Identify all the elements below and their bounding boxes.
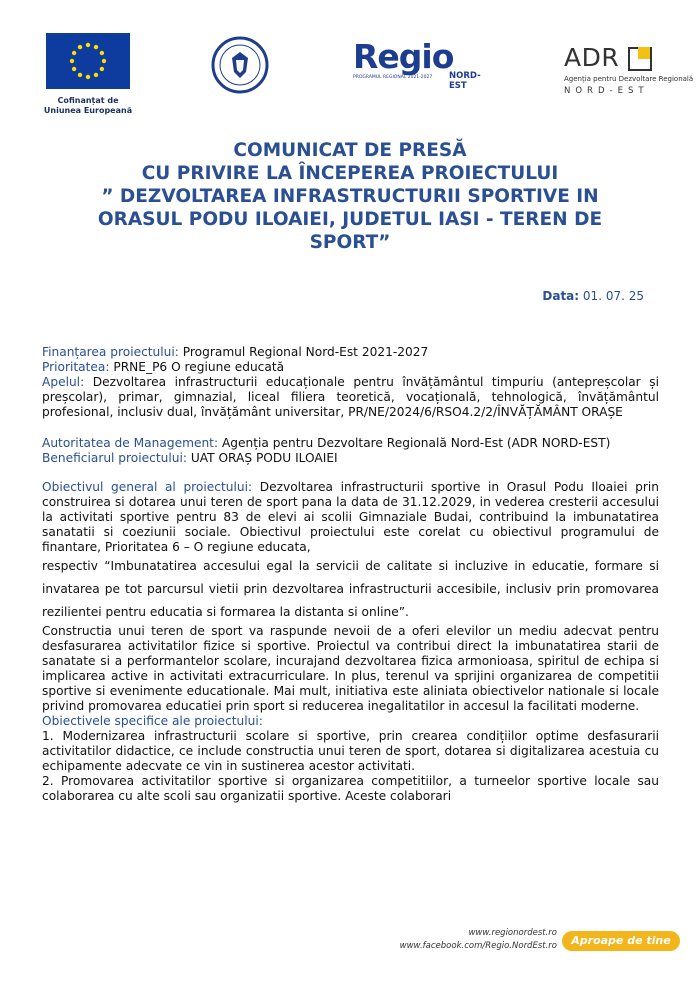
title-line-5: SPORT” [309,232,391,253]
beneficiary-line [42,451,659,466]
footer-links [400,927,557,953]
authority-paragraph [42,436,659,451]
adr-square-icon [628,47,652,71]
eu-caption-line2: Uniunea Europeană [43,106,133,115]
funding-value: Programul Regional Nord-Est 2021-2027 [182,345,429,359]
title-line-3: ” DEZVOLTAREA INFRASTRUCTURII SPORTIVE IN [101,186,599,207]
title-line-2: CU PRIVIRE LA ÎNCEPEREA PROIECTULUI [141,163,559,184]
regio-program-text: PROGRAMUL REGIONAL 2021-2027 [353,75,433,80]
specific-objective-2: 2. Promovarea activitatilor sportive si organizarea competitiilor, a turneelor sportive locale sau colaborarea cu alte scoli sau organizatii sportive. Aceste colaborari [42,774,659,803]
call-label: Apelul: [42,375,85,389]
facebook-link[interactable]: www.facebook.com/Regio.NordEst.ro [399,941,557,951]
logo-bar [0,0,700,130]
priority-line [42,360,659,375]
eu-flag-icon [46,33,130,89]
title-line-4: ORASUL PODU ILOAIEI, JUDETUL IASI - TEREN DE [97,209,603,230]
priority-label: Prioritatea: [42,360,110,374]
date-label: Data: [542,289,580,303]
call-value: Dezvoltarea infrastructurii educaționale pentru învățământul timpuriu (antepreșcolar și preșcolar), primar, gimnazial, liceal filiera teoretică, vocațională, tehnologică, învățământul profesional, inclusiv dual, învățământ universitar, PR/NE/2024/6/RSO4.2/2/ÎNVĂȚĂMÂNT ORAȘE [42,375,660,419]
authority-label: Autoritatea de Management: [42,436,219,450]
title-line-1: COMUNICAT DE PRESĂ [233,140,467,161]
romanian-government-seal-icon [211,36,269,94]
release-date [542,289,644,303]
construction-paragraph: Constructia unui teren de sport va raspunde nevoii de a oferi elevilor un mediu adecvat pentru desfasurarea activitatilor fizice si sportive. Proiectul va contribui direct la imbunatatirea starii de sanatate si a performantelor scolare, incurajand dezvoltarea fizica armonioasa, spiritul de echipa si implicarea active in activitati extracurriculare. In plus, terenul va sprijini organizarea de competitii sportive si evenimente educationale. Mai mult, initiativa este aliniata obiectivelor nationale si locale privind promovarea educatiei prin sport si reducerea inegalitatilor in accesul la facilitati moderne. [42,624,659,713]
adr-region-text: NORD-EST [564,86,649,96]
regio-wordmark: Regio [353,37,454,76]
general-objective-label: Obiectivul general al proiectului: [42,480,253,494]
adr-agency-text: Agenția pentru Dezvoltare Regională [564,75,694,83]
specific-objective-1: 1. Modernizarea infrastructurii scolare si sportive, prin crearea condițiilor optime desfasurarii activitatilor didactice, ce include constructia unui teren de sport, dotarea si digitalizarea acestuia cu echipamente adecvate ce vin in sustinerea acestor activitati. [42,729,659,773]
website-link[interactable]: www.regionordest.ro [468,928,557,938]
date-value: 01. 07. 25 [582,289,644,303]
slogan-badge: Aproape de tine [562,931,680,951]
eu-caption-line1: Cofinanțat de [57,96,119,105]
press-release-title [30,139,670,254]
beneficiary-label: Beneficiarul proiectului: [42,451,187,465]
funding-label: Finanțarea proiectului: [42,345,179,359]
call-paragraph [42,375,659,420]
beneficiary-value: UAT ORAȘ PODU ILOAIEI [190,451,338,465]
adr-logo [564,43,694,104]
authority-value: Agenția pentru Dezvoltare Regională Nord-Est (ADR NORD-EST) [221,436,611,450]
adr-wordmark: ADR [564,43,620,72]
regio-region-text: NORD-EST [449,71,481,91]
general-objective-text: Dezvoltarea infrastructurii sportive in Orasul Podu Iloaiei prin construirea si dotarea unui teren de sport pana la data de 31.12.2029, in vederea cresterii accesului la activitati sportive pentru 83 de elevi ai scolii Gimnaziale Budai, contribuind la imbunatatirea sanatatii si coeziunii sociale. Obiectivul proiectului este corelat cu obiectivul programului de finantare, Prioritatea 6 – O regiune educata, [42,480,660,554]
eu-caption [42,96,134,116]
specific-objectives-label: Obiectivele specifice ale proiectului: [42,714,263,728]
regio-logo [353,38,483,90]
document-body [42,345,659,804]
general-objective-paragraph [42,480,659,555]
funding-line [42,345,659,360]
priority-value: PRNE_P6 O regiune educată [113,360,285,374]
general-objective-quote: respectiv “Imbunatatirea accesului egal la servicii de calitate si incluzive in educatie, formare si invatarea pe tot parcursul vietii prin dezvoltarea infrastructurii accesibile, inclusiv prin promovarea rezilientei pentru educatia si formarea la distanta si online”. [42,559,659,619]
